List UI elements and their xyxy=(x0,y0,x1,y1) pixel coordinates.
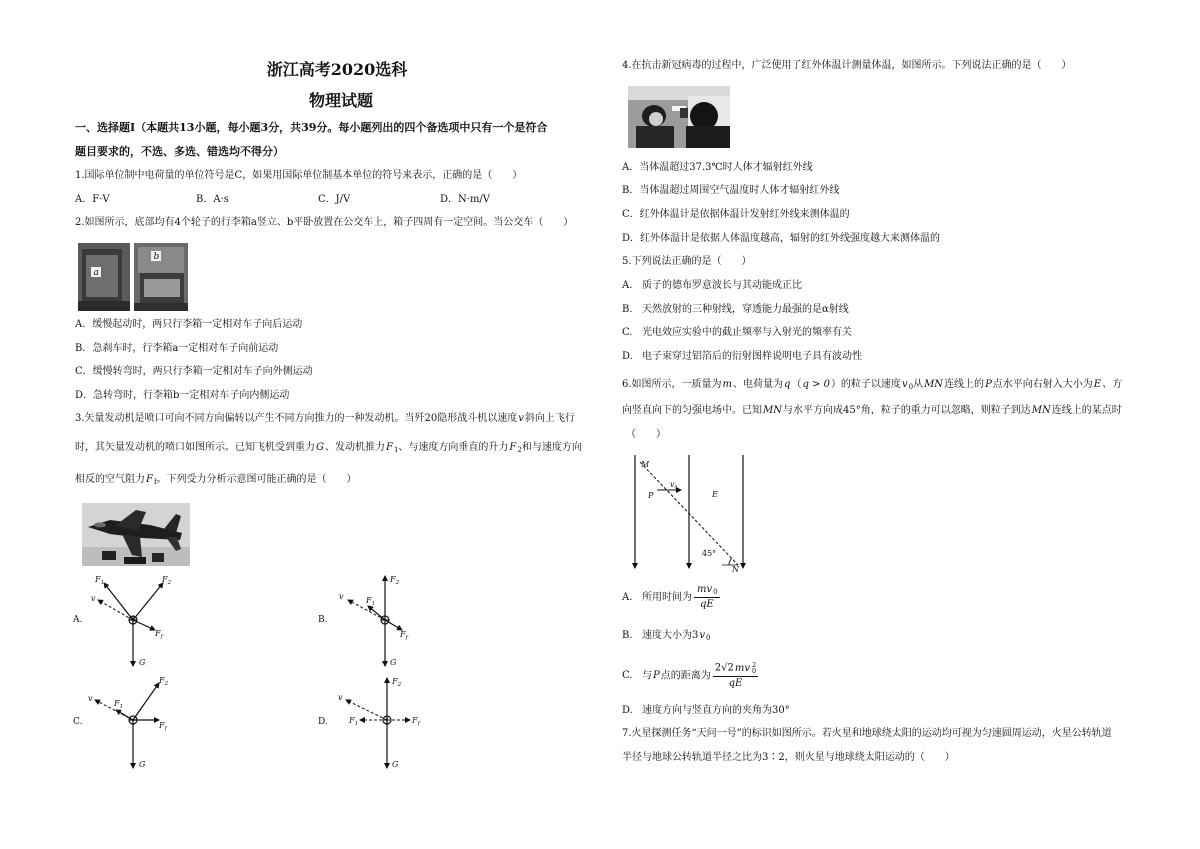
label-f1: $F_1$ xyxy=(114,699,124,710)
numerator-coefficient: 2√2 xyxy=(714,662,734,674)
label-p: P xyxy=(648,491,654,500)
question-5-stem: 5.下列说法正确的是（ ） xyxy=(622,256,752,267)
text: 斜向上飞行 xyxy=(524,413,575,424)
section-heading-line-1: 一、选择题Ⅰ（本题共13小题，每小题3分，共39分。每小题列出的四个备选项中只有一个是符合 xyxy=(75,121,548,134)
force-arrow-f2 xyxy=(133,583,163,620)
subscript: 0 xyxy=(713,588,718,596)
question-1-option-a: A．F·V xyxy=(75,194,110,205)
label-v: v xyxy=(88,694,93,703)
option-letter: D. xyxy=(622,705,633,716)
text: 、与速度方向垂直的升力 xyxy=(398,442,509,453)
diagram-option-b-label: B. xyxy=(318,615,328,625)
label-ff: $F_f$ xyxy=(155,629,163,640)
option-letter: D. xyxy=(622,351,633,362)
text: 6.如图所示，一质量为 xyxy=(622,379,722,390)
question-5-option-b xyxy=(622,303,849,317)
sup-sub xyxy=(752,662,756,674)
label-ff: $F_f$ xyxy=(159,721,167,732)
question-6-option-d xyxy=(622,704,790,718)
force-arrow-f1 xyxy=(116,710,133,720)
question-4-option-c: C．红外体温计是依据体温计发射红外线来测体温的 xyxy=(622,209,850,220)
subscript: 0 xyxy=(706,634,711,642)
text: ）的粒子以速度 xyxy=(830,379,901,390)
label-f1: $F_1$ xyxy=(349,716,359,727)
text: 、电荷量为 xyxy=(733,379,784,390)
force-arrow-ff xyxy=(385,620,402,630)
var-v: v xyxy=(518,413,524,424)
subscript: 1 xyxy=(393,446,399,454)
var-mn: MN xyxy=(1031,405,1051,416)
numerator xyxy=(694,584,720,598)
option-text: 速度大小为3 xyxy=(642,630,699,641)
denominator: qE xyxy=(728,677,743,689)
text: 与水平方向成45°角，粒子的重力可以忽略，则粒子到达 xyxy=(783,405,1031,416)
option-text: 电子束穿过铝箔后的衍射图样说明电子具有波动性 xyxy=(642,351,862,362)
fraction xyxy=(713,662,758,690)
label-m: M xyxy=(641,460,650,469)
option-text: 所用时间为 xyxy=(642,592,692,603)
question-4-option-b: B．当体温超过周围空气温度时人体才辐射红外线 xyxy=(622,185,840,196)
label-g: G xyxy=(139,658,146,667)
label-v0: v0 xyxy=(670,480,678,491)
var-e: E xyxy=(1093,379,1102,390)
label-e: E xyxy=(712,490,718,499)
force-diagram-d xyxy=(330,672,430,772)
question-4-option-a: A．当体温超过37.3℃时人体才辐射红外线 xyxy=(622,162,813,173)
question-6-line-1 xyxy=(622,378,1122,392)
question-5-option-c xyxy=(622,326,852,340)
luggage-photo-image xyxy=(78,243,188,311)
label-f1: $F_1$ xyxy=(95,575,105,586)
condition: q > 0 xyxy=(802,379,830,390)
question-2-option-b: B．急刹车时，行李箱a一定相对车子向前运动 xyxy=(75,343,279,354)
text: 时，其矢量发动机的喷口如图所示。已知飞机受到重力 xyxy=(75,442,315,453)
denominator: qE xyxy=(699,599,714,610)
var-f2: F xyxy=(509,442,517,453)
numerator-var: mv xyxy=(697,584,713,595)
label-f2: $F_2$ xyxy=(392,677,402,688)
question-6-line-2 xyxy=(622,404,1122,418)
question-7-line-2: 半径与地球公转轨道半径之比为3∶2，则火星与地球绕太阳运动的（ ） xyxy=(622,752,955,763)
option-text: 与 xyxy=(642,670,652,682)
label-ff: $F_f$ xyxy=(400,630,408,641)
force-arrow-f1 xyxy=(104,583,133,620)
option-text: 点的距离为 xyxy=(660,670,711,682)
var-p: P xyxy=(985,379,992,390)
option-letter: B. xyxy=(622,304,633,315)
question-1-option-d: D．N·m/V xyxy=(440,194,491,205)
text: 、方 xyxy=(1102,379,1123,390)
section-heading-line-2: 题目要求的，不选、多选、错选均不得分） xyxy=(75,145,284,158)
numerator xyxy=(713,662,758,677)
diagram-option-a-label: A. xyxy=(73,615,83,625)
force-diagram-b xyxy=(330,570,430,670)
force-diagram-a xyxy=(85,570,185,670)
var-p: P xyxy=(653,670,660,682)
question-6-option-a xyxy=(622,584,720,612)
text: 点水平向右射入大小为 xyxy=(992,379,1093,390)
fraction xyxy=(694,584,720,611)
option-text: 质子的德布罗意波长与其动能成正比 xyxy=(642,280,802,291)
subscript: 2 xyxy=(517,446,522,454)
question-1-option-b: B．A·s xyxy=(196,194,229,205)
question-4-stem: 4.在抗击新冠病毒的过程中，广泛使用了红外体温计测量体温，如图所示。下列说法正确的是（ ） xyxy=(622,60,1072,71)
var-v: v xyxy=(901,379,908,390)
var-v: v xyxy=(699,630,706,641)
diagram-option-c-label: C. xyxy=(73,717,83,727)
question-3-line-2 xyxy=(75,441,582,455)
option-text: 光电效应实验中的截止频率与入射光的频率有关 xyxy=(642,327,852,338)
numerator-var: mv xyxy=(734,662,750,674)
question-2-option-c: C．缓慢转弯时，两只行李箱一定相对车子向外侧运动 xyxy=(75,366,313,377)
fighter-jet-image xyxy=(82,503,190,566)
question-6-option-b xyxy=(622,629,711,643)
text: 。下列受力分析示意图可能正确的是（ ） xyxy=(156,474,357,485)
diagram-option-d-label: D. xyxy=(318,717,328,727)
var-g: G xyxy=(316,442,324,453)
luggage-label-b: b xyxy=(153,252,160,262)
text: （ xyxy=(791,379,802,390)
page-title: 浙江高考2020选科 xyxy=(266,60,408,79)
question-4-option-d: D．红外体温计是依据人体温度越高，辐射的红外线强度越大来测体温的 xyxy=(622,233,941,244)
label-g: G xyxy=(392,760,399,769)
question-2-stem: 2.如图所示，底部均有4个轮子的行李箱a竖立、b平卧放置在公交车上，箱子四周有一定空间。当公交车（ ） xyxy=(75,217,574,228)
subscript: 0 xyxy=(751,667,757,675)
question-7-line-1: 7.火星探测任务“天问一号”的标识如图所示。若火星和地球绕太阳的运动均可视为匀速圆周运动，火星公转轨道 xyxy=(622,728,1112,739)
option-text: 速度方向与竖直方向的夹角为30° xyxy=(642,705,790,716)
superscript: 2 xyxy=(751,661,757,669)
option-letter: C. xyxy=(622,670,633,682)
label-f2: $F_2$ xyxy=(162,575,172,586)
luggage-label-a: a xyxy=(93,268,99,278)
question-2-option-d: D．急转弯时，行李箱b一定相对车子向内侧运动 xyxy=(75,390,290,401)
question-1-stem: 1.国际单位制中电荷量的单位符号是C，如果用国际单位制基本单位的符号来表示，正确的是（ ） xyxy=(75,170,523,181)
option-text: 天然放射的三种射线，穿透能力最强的是α射线 xyxy=(642,304,849,315)
text: 和与速度方向 xyxy=(521,442,582,453)
subscript: f xyxy=(153,478,157,486)
question-3-line-3 xyxy=(75,473,357,487)
var-mn: MN xyxy=(924,379,944,390)
var-mn: MN xyxy=(763,405,782,416)
label-f1: $F_1$ xyxy=(366,596,376,607)
var-ff: F xyxy=(146,474,153,485)
text: 从 xyxy=(913,379,924,390)
force-arrow-f2 xyxy=(133,683,159,720)
question-6-option-c xyxy=(622,662,758,690)
force-diagram-c xyxy=(85,672,185,772)
label-ff: $F_f$ xyxy=(412,716,420,727)
label-v: v xyxy=(91,594,96,603)
option-letter: C. xyxy=(622,327,633,338)
question-2-option-a: A．缓慢起动时，两只行李箱一定相对车子向后运动 xyxy=(75,319,303,330)
luggage-photo xyxy=(78,243,188,311)
question-1-option-c: C．J/V xyxy=(318,194,351,205)
fighter-jet-photo xyxy=(82,503,190,566)
option-letter: A. xyxy=(622,592,633,603)
infrared-thermometer-image xyxy=(628,86,730,148)
question-6-line-3: （ ） xyxy=(626,429,666,440)
label-v: v xyxy=(338,693,343,702)
question-5-option-d xyxy=(622,350,862,364)
text: 3.矢量发动机是喷口可向不同方向偏转以产生不同方向推力的一种发动机。当歼20隐形战斗机以速度 xyxy=(75,413,518,424)
option-letter: A. xyxy=(622,280,633,291)
text: 连线上的某点时 xyxy=(1051,405,1122,416)
infrared-thermometer-photo xyxy=(628,86,730,148)
subscript: 0 xyxy=(908,383,914,391)
question-3-line-1 xyxy=(75,412,575,426)
option-letter: B. xyxy=(622,630,633,641)
force-arrow-f1 xyxy=(368,606,385,620)
electric-field-diagram xyxy=(626,452,751,574)
label-f2: $F_2$ xyxy=(390,575,400,586)
text: 连线上的 xyxy=(944,379,985,390)
text: 向竖直向下的匀强电场中。已知 xyxy=(622,405,762,416)
label-g: G xyxy=(139,760,146,769)
label-g: G xyxy=(390,658,397,667)
label-angle: 45° xyxy=(702,549,717,558)
label-v: v xyxy=(339,592,344,601)
velocity-arrow xyxy=(98,600,133,620)
page-subtitle: 物理试题 xyxy=(308,91,373,110)
text: 相反的空气阻力 xyxy=(75,474,145,485)
question-5-option-a xyxy=(622,279,802,293)
text: 、发动机推力 xyxy=(325,442,385,453)
label-n: N xyxy=(732,565,739,574)
label-f2: $F_2$ xyxy=(159,676,169,687)
var-m: m xyxy=(722,379,733,390)
var-f1: F xyxy=(386,442,393,453)
var-q: q xyxy=(784,379,791,390)
